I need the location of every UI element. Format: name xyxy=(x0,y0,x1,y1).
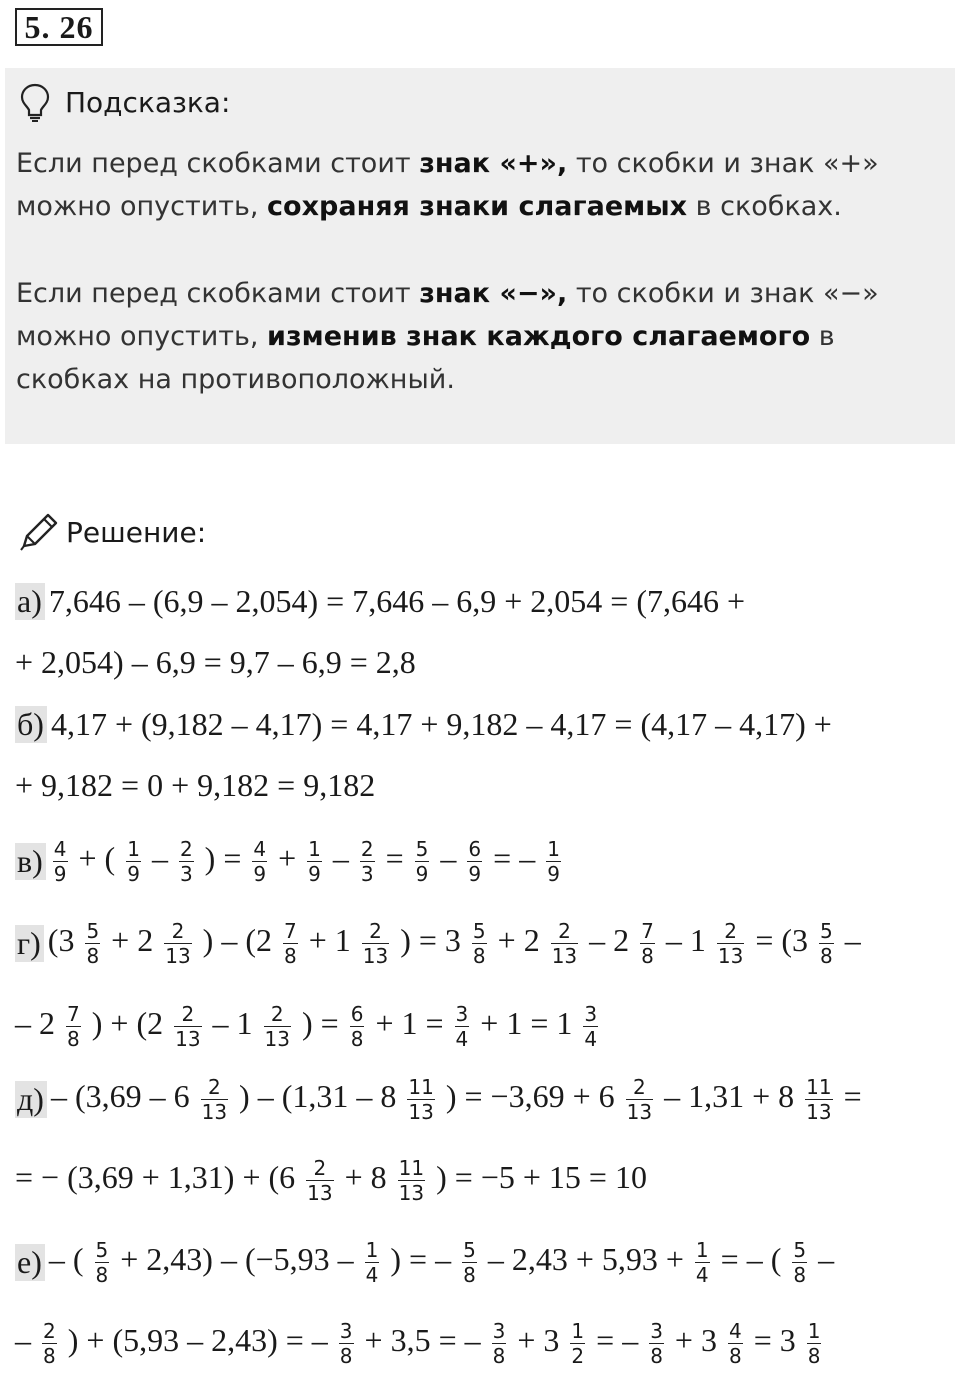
fraction xyxy=(164,919,191,968)
numerator: 3 xyxy=(455,1001,469,1026)
fraction xyxy=(455,1002,470,1051)
fraction xyxy=(546,837,561,886)
denominator: 8 xyxy=(67,1026,80,1051)
numerator: 1 xyxy=(807,1318,821,1343)
expr-b-1: 4,17 + (9,182 – 4,17) = 4,17 + 9,182 – 4,17 = (4,17 – 4,17) + xyxy=(50,705,832,742)
denominator: 13 xyxy=(806,1099,832,1124)
numerator: 5 xyxy=(820,918,833,943)
numerator: 1 xyxy=(308,836,321,861)
numerator: 2 xyxy=(369,918,382,943)
lightbulb-icon xyxy=(19,82,51,122)
solution-e-line-1 xyxy=(15,1232,834,1292)
fraction xyxy=(583,1002,598,1051)
numerator: 4 xyxy=(728,1318,742,1343)
expr-text: – xyxy=(810,1240,835,1277)
fraction xyxy=(264,1002,291,1051)
numerator: 7 xyxy=(67,1001,80,1026)
expr-text: ) – (2 xyxy=(194,921,280,958)
denominator: 13 xyxy=(201,1099,228,1124)
denominator: 8 xyxy=(793,1262,807,1287)
expr-text: ) + (5,93 – 2,43) = – xyxy=(59,1321,336,1358)
expr-text: – ( xyxy=(48,1240,92,1277)
expr-text: = (3 xyxy=(747,921,817,958)
expr-text: = xyxy=(835,1077,862,1114)
numerator: 11 xyxy=(408,1074,434,1099)
numerator: 5 xyxy=(86,918,100,943)
fraction xyxy=(728,1319,743,1368)
denominator: 4 xyxy=(584,1026,598,1051)
expr-text: = − (3,69 + 1,31) + (6 xyxy=(15,1158,304,1195)
fraction xyxy=(492,1319,507,1368)
fraction xyxy=(66,1002,81,1051)
fraction xyxy=(640,919,655,968)
denominator: 13 xyxy=(408,1099,434,1124)
fraction xyxy=(179,837,194,886)
expr-text: ) – (1,31 – 8 xyxy=(231,1077,405,1114)
denominator: 3 xyxy=(360,861,374,886)
fraction xyxy=(805,1075,832,1124)
denominator: 8 xyxy=(43,1343,56,1368)
fraction xyxy=(362,919,389,968)
expr-g-2 xyxy=(15,1002,601,1051)
fraction xyxy=(717,919,744,968)
numerator: 6 xyxy=(350,1001,364,1026)
numerator: 5 xyxy=(472,918,486,943)
label-v: в) xyxy=(15,843,46,880)
expr-text: + 3 xyxy=(666,1321,725,1358)
denominator: 13 xyxy=(362,943,389,968)
denominator: 9 xyxy=(468,861,482,886)
numerator: 2 xyxy=(181,1001,195,1026)
expr-text: ) = 3 xyxy=(392,921,469,958)
denominator: 13 xyxy=(717,943,744,968)
expr-text: – xyxy=(836,921,861,958)
numerator: 2 xyxy=(270,1001,284,1026)
denominator: 2 xyxy=(571,1343,585,1368)
label-e: е) xyxy=(15,1244,45,1281)
expr-text: – xyxy=(143,839,176,876)
expr-text: – 2,43 + 5,93 + xyxy=(479,1240,692,1277)
numerator: 1 xyxy=(127,836,140,861)
denominator: 4 xyxy=(455,1026,469,1051)
expr-text: + 8 xyxy=(336,1158,395,1195)
fraction xyxy=(95,1238,110,1287)
denominator: 8 xyxy=(807,1343,821,1368)
denominator: 8 xyxy=(650,1343,663,1368)
fraction xyxy=(807,1319,822,1368)
solution-g-line-2 xyxy=(15,996,601,1056)
label-b: б) xyxy=(15,706,47,743)
expr-text: + 2 xyxy=(103,921,162,958)
expr-text: + 3,5 = – xyxy=(356,1321,489,1358)
fraction xyxy=(462,1238,477,1287)
solution-e-line-2 xyxy=(15,1313,824,1373)
label-d: д) xyxy=(15,1081,47,1118)
hint-header xyxy=(19,82,230,122)
expr-text: ) = xyxy=(196,839,250,876)
expr-text: = xyxy=(377,839,412,876)
expr-text: + 1 xyxy=(300,921,359,958)
expr-text: – (3,69 – 6 xyxy=(50,1077,198,1114)
solution-header xyxy=(16,510,206,554)
solution-d-line-2 xyxy=(15,1150,647,1210)
fraction xyxy=(42,1319,57,1368)
problem-number: 5. 26 xyxy=(15,8,103,46)
expr-text: – xyxy=(15,1321,39,1358)
expr-text: = – ( xyxy=(712,1240,790,1277)
expr-text: ) = – xyxy=(382,1240,460,1277)
fraction xyxy=(252,837,267,886)
numerator: 6 xyxy=(468,836,482,861)
fraction xyxy=(53,837,68,886)
expr-text: + 3 xyxy=(509,1321,568,1358)
expr-text: + xyxy=(270,839,305,876)
expr-text: ) = −5 + 15 = 10 xyxy=(428,1158,647,1195)
denominator: 4 xyxy=(365,1262,379,1287)
numerator: 3 xyxy=(492,1318,506,1343)
numerator: 2 xyxy=(360,836,374,861)
numerator: 1 xyxy=(365,1237,379,1262)
numerator: 3 xyxy=(650,1318,663,1343)
numerator: 3 xyxy=(584,1001,598,1026)
expr-text: ) + (2 xyxy=(83,1004,172,1041)
expr-text: ) = −3,69 + 6 xyxy=(437,1077,623,1114)
denominator: 13 xyxy=(165,943,191,968)
denominator: 8 xyxy=(95,1262,109,1287)
solution-d-line-1 xyxy=(15,1069,862,1129)
expr-text: – 2 xyxy=(15,1004,63,1041)
fraction xyxy=(339,1319,354,1368)
denominator: 8 xyxy=(728,1343,742,1368)
numerator: 2 xyxy=(171,918,185,943)
numerator: 1 xyxy=(547,836,560,861)
expr-text: + 2 xyxy=(489,921,548,958)
label-a: а) xyxy=(15,583,45,620)
expr-text: – xyxy=(324,839,357,876)
solution-title: Решение: xyxy=(66,515,207,549)
denominator: 13 xyxy=(398,1180,425,1205)
solution-b-line-2 xyxy=(15,755,375,815)
numerator: 1 xyxy=(695,1237,709,1262)
hint-box xyxy=(5,68,955,444)
numerator: 2 xyxy=(43,1318,56,1343)
expr-e-1 xyxy=(49,1238,834,1287)
denominator: 4 xyxy=(695,1262,709,1287)
denominator: 9 xyxy=(253,861,267,886)
expr-b-2: + 9,182 = 0 + 9,182 = 9,182 xyxy=(15,766,376,803)
expr-text: = – xyxy=(588,1321,647,1358)
numerator: 2 xyxy=(179,836,193,861)
expr-g-1 xyxy=(48,919,861,968)
numerator: 2 xyxy=(313,1155,327,1180)
numerator: 5 xyxy=(95,1237,109,1262)
expr-text: – 1 xyxy=(204,1004,261,1041)
expr-text: + ( xyxy=(70,839,124,876)
expr-v xyxy=(50,837,564,886)
fraction xyxy=(85,919,100,968)
expr-a-1: 7,646 – (6,9 – 2,054) = 7,646 – 6,9 + 2,054 = (7,646 + xyxy=(48,582,746,619)
denominator: 8 xyxy=(283,943,297,968)
fraction xyxy=(649,1319,664,1368)
denominator: 8 xyxy=(86,943,100,968)
expr-text: + 1 = xyxy=(367,1004,452,1041)
denominator: 9 xyxy=(127,861,140,886)
solution-b-line-1 xyxy=(15,694,832,754)
solution-a-line-2 xyxy=(15,632,416,692)
fraction xyxy=(551,919,578,968)
numerator: 5 xyxy=(415,836,429,861)
numerator: 2 xyxy=(724,918,737,943)
denominator: 8 xyxy=(820,943,833,968)
denominator: 8 xyxy=(339,1343,353,1368)
solution-g-line-1 xyxy=(15,913,861,973)
numerator: 11 xyxy=(806,1074,832,1099)
denominator: 8 xyxy=(350,1026,364,1051)
fraction xyxy=(174,1002,201,1051)
expr-text: = – xyxy=(485,839,544,876)
fraction xyxy=(792,1238,807,1287)
numerator: 5 xyxy=(463,1237,476,1262)
fraction xyxy=(283,919,298,968)
numerator: 7 xyxy=(641,918,654,943)
expr-text: – 2 xyxy=(581,921,638,958)
denominator: 13 xyxy=(175,1026,201,1051)
expr-text: + 1 = 1 xyxy=(472,1004,581,1041)
numerator: 2 xyxy=(558,918,571,943)
numerator: 5 xyxy=(793,1237,807,1262)
fraction xyxy=(306,1156,333,1205)
numerator: 1 xyxy=(571,1318,585,1343)
fraction xyxy=(398,1156,425,1205)
fraction xyxy=(365,1238,380,1287)
numerator: 4 xyxy=(53,836,67,861)
denominator: 8 xyxy=(641,943,654,968)
denominator: 8 xyxy=(463,1262,476,1287)
fraction xyxy=(570,1319,585,1368)
numerator: 3 xyxy=(339,1318,353,1343)
numerator: 2 xyxy=(207,1074,221,1099)
denominator: 13 xyxy=(626,1099,653,1124)
fraction xyxy=(695,1238,710,1287)
expr-text: – 1 xyxy=(657,921,714,958)
fraction xyxy=(407,1075,434,1124)
fraction xyxy=(472,919,487,968)
expr-text: – xyxy=(432,839,465,876)
hint-title: Подсказка: xyxy=(65,85,231,119)
denominator: 9 xyxy=(547,861,560,886)
numerator: 2 xyxy=(632,1074,646,1099)
solution-a-line-1 xyxy=(15,571,745,631)
denominator: 13 xyxy=(264,1026,290,1051)
denominator: 9 xyxy=(415,861,429,886)
expr-text: – 1,31 + 8 xyxy=(656,1077,803,1114)
expr-e-2 xyxy=(15,1319,824,1368)
fraction xyxy=(307,837,322,886)
hint-paragraph-plus: Если перед скобками стоит знак «+», то скобки и знак «+» можно опустить, сохраняя знаки слагаемых в скобках. xyxy=(16,148,879,222)
numerator: 4 xyxy=(253,836,267,861)
denominator: 8 xyxy=(492,1343,506,1368)
numerator: 11 xyxy=(398,1155,425,1180)
expr-text: + 2,43) – (−5,93 – xyxy=(112,1240,362,1277)
expr-text: (3 xyxy=(47,921,83,958)
fraction xyxy=(819,919,834,968)
expr-d-2 xyxy=(15,1156,647,1205)
expr-d-1 xyxy=(51,1075,862,1124)
denominator: 3 xyxy=(179,861,193,886)
numerator: 7 xyxy=(283,918,297,943)
fraction xyxy=(201,1075,228,1124)
fraction xyxy=(126,837,141,886)
fraction xyxy=(360,837,375,886)
expr-text: ) = xyxy=(294,1004,347,1041)
denominator: 8 xyxy=(472,943,486,968)
fraction xyxy=(467,837,482,886)
denominator: 13 xyxy=(551,943,578,968)
fraction xyxy=(415,837,430,886)
denominator: 13 xyxy=(307,1180,333,1205)
denominator: 9 xyxy=(53,861,67,886)
fraction xyxy=(350,1002,365,1051)
pencil-icon xyxy=(16,510,60,554)
denominator: 9 xyxy=(308,861,321,886)
expr-a-2: + 2,054) – 6,9 = 9,7 – 6,9 = 2,8 xyxy=(15,643,416,680)
expr-text: = 3 xyxy=(745,1321,804,1358)
solution-v-line xyxy=(15,831,564,891)
fraction xyxy=(626,1075,653,1124)
hint-paragraph-minus: Если перед скобками стоит знак «−», то скобки и знак «−» можно опустить, изменив знак каждого слагаемого в скобках на противоположный. xyxy=(16,278,879,395)
label-g: г) xyxy=(15,925,44,962)
